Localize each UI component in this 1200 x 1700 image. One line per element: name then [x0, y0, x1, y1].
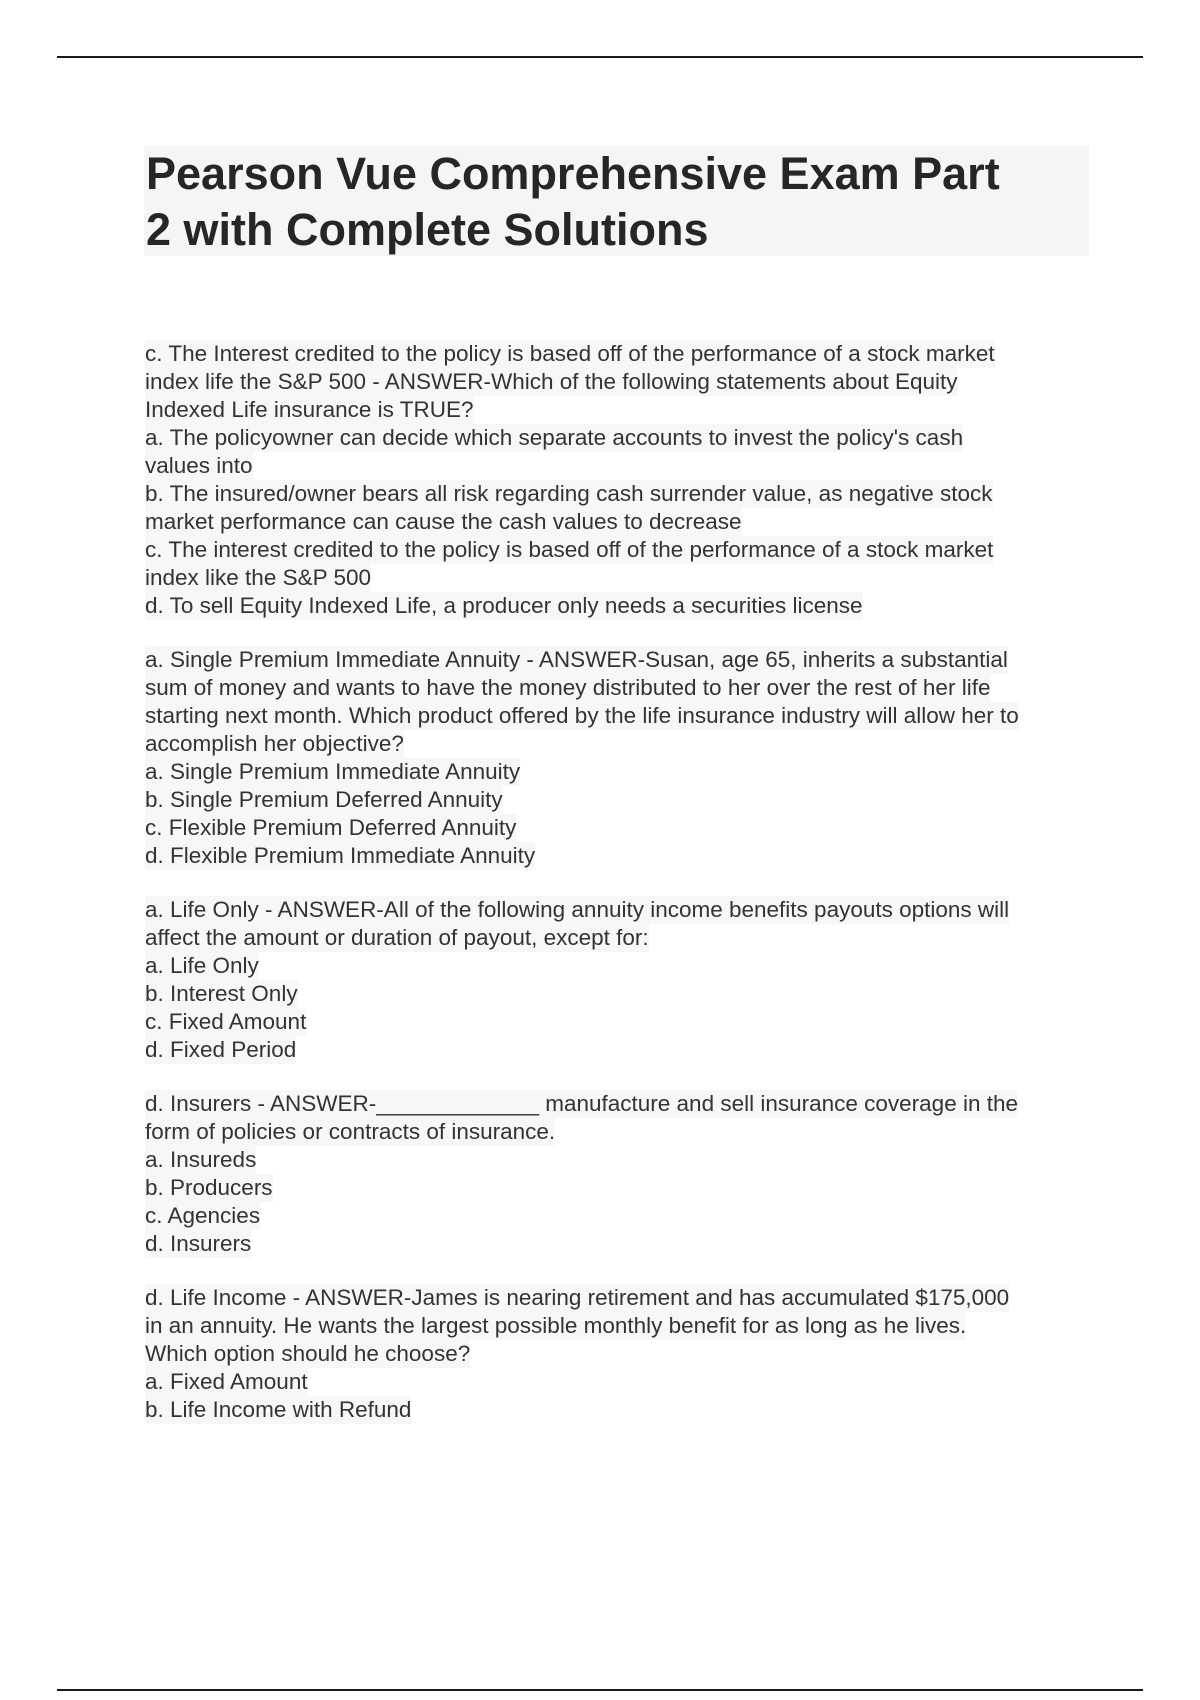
- text-line: c. Fixed Amount: [145, 1009, 307, 1034]
- text-line: c. Flexible Premium Deferred Annuity: [145, 815, 517, 840]
- text-line: Indexed Life insurance is TRUE?: [145, 397, 474, 422]
- text-line: b. Life Income with Refund: [145, 1397, 412, 1422]
- title-line: 2 with Complete Solutions: [146, 204, 709, 255]
- text-line: d. Flexible Premium Immediate Annuity: [145, 843, 536, 868]
- text-line: index like the S&P 500: [145, 565, 371, 590]
- document-body: [145, 340, 1090, 1450]
- text-line: a. The policyowner can decide which separate accounts to invest the policy's cash: [145, 425, 964, 450]
- text-line: index life the S&P 500 - ANSWER-Which of the following statements about Equity: [145, 369, 958, 394]
- top-rule: [57, 56, 1143, 58]
- text-line: values into: [145, 453, 253, 478]
- question-block: [145, 646, 1090, 870]
- text-line: a. Single Premium Immediate Annuity - ANSWER-Susan, age 65, inherits a substantial: [145, 647, 1008, 672]
- page-title: [144, 146, 1089, 258]
- text-line: starting next month. Which product offered by the life insurance industry will allow her to: [145, 703, 1019, 728]
- text-line: d. Insurers - ANSWER-_____________ manufacture and sell insurance coverage in the: [145, 1091, 1019, 1116]
- text-line: a. Life Only - ANSWER-All of the following annuity income benefits payouts options will: [145, 897, 1010, 922]
- text-line: accomplish her objective?: [145, 731, 404, 756]
- question-block: [145, 340, 1090, 620]
- text-line: sum of money and wants to have the money distributed to her over the rest of her life: [145, 675, 991, 700]
- text-line: Which option should he choose?: [145, 1341, 471, 1366]
- title-line: Pearson Vue Comprehensive Exam Part: [146, 148, 1000, 199]
- text-line: b. Single Premium Deferred Annuity: [145, 787, 503, 812]
- text-line: a. Single Premium Immediate Annuity: [145, 759, 521, 784]
- text-line: a. Life Only: [145, 953, 259, 978]
- text-line: c. Agencies: [145, 1203, 261, 1228]
- text-line: d. Life Income - ANSWER-James is nearing retirement and has accumulated $175,000: [145, 1285, 1010, 1310]
- text-line: d. Fixed Period: [145, 1037, 297, 1062]
- text-line: form of policies or contracts of insurance.: [145, 1119, 556, 1144]
- text-line: b. The insured/owner bears all risk regarding cash surrender value, as negative stock: [145, 481, 993, 506]
- text-line: a. Insureds: [145, 1147, 257, 1172]
- title-block: [144, 146, 1089, 256]
- text-line: c. The Interest credited to the policy is based off of the performance of a stock market: [145, 341, 995, 366]
- text-line: d. To sell Equity Indexed Life, a producer only needs a securities license: [145, 593, 863, 618]
- text-line: affect the amount or duration of payout, except for:: [145, 925, 649, 950]
- text-line: a. Fixed Amount: [145, 1369, 308, 1394]
- bottom-rule: [57, 1689, 1143, 1691]
- question-block: [145, 1090, 1090, 1258]
- text-line: b. Interest Only: [145, 981, 298, 1006]
- question-block: [145, 1284, 1090, 1424]
- text-line: d. Insurers: [145, 1231, 252, 1256]
- text-line: in an annuity. He wants the largest possible monthly benefit for as long as he lives.: [145, 1313, 967, 1338]
- text-line: b. Producers: [145, 1175, 273, 1200]
- question-block: [145, 896, 1090, 1064]
- text-line: c. The interest credited to the policy is based off of the performance of a stock market: [145, 537, 994, 562]
- text-line: market performance can cause the cash values to decrease: [145, 509, 742, 534]
